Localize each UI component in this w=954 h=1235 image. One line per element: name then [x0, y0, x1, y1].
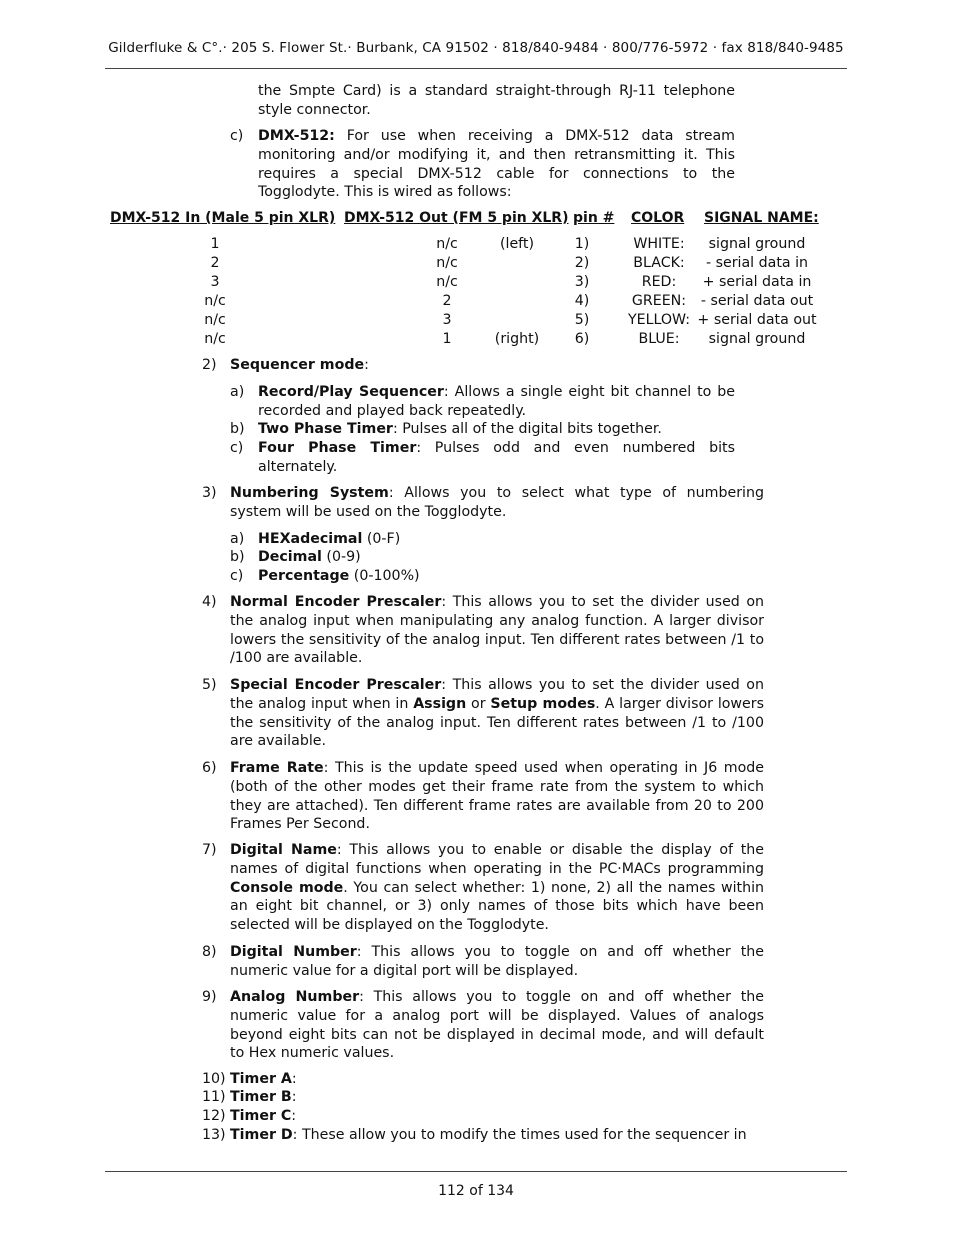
item-2-text [230, 356, 764, 375]
item-11-title: Timer B [230, 1089, 292, 1105]
item-5-title: Special Encoder Prescaler [230, 677, 442, 693]
table-header-signal: SIGNAL NAME: [704, 210, 819, 226]
table-header-in: DMX-512 In (Male 5 pin XLR) [110, 210, 336, 226]
item-8-number: 8) [202, 944, 217, 960]
table-header-color: COLOR [631, 210, 685, 226]
item-8-title: Digital Number [230, 944, 357, 960]
item-5-assign: Assign [413, 695, 467, 712]
intro-c-label: c) [230, 128, 244, 144]
item-2-suffix: : [364, 357, 369, 373]
item-11-number: 11) [202, 1089, 226, 1105]
item-9-title: Analog Number [230, 989, 360, 1005]
item-2c-body: : Pulses odd and even numbered bits alternately. [258, 440, 735, 475]
item-3-title: Numbering System [230, 485, 389, 501]
cell-side: (left) [499, 236, 535, 252]
item-2c-title: Four Phase Timer [258, 440, 417, 456]
item-13-number: 13) [202, 1127, 226, 1143]
item-7-title: Digital Name [230, 842, 337, 858]
item-13-text [230, 1126, 764, 1145]
item-6-number: 6) [202, 760, 217, 776]
cell-in: 2 [210, 255, 220, 271]
cell-out: n/c [436, 236, 458, 252]
item-4-number: 4) [202, 594, 217, 610]
cell-color: BLUE: [638, 331, 680, 347]
intro-c-text [258, 127, 735, 202]
item-7-body-2: . You can select whether: 1) none, 2) all the names within an eight bit channel, or 3) only names of those bits which have been selected will be displayed on the Togglodyte. [230, 879, 764, 934]
item-3a-title: HEXadecimal [258, 531, 363, 547]
item-9-body: : This allows you to toggle on and off whether the numeric value for a analog port will be displayed. Values of analogs beyond eight bits can not be displayed in decimal mode, and will default to Hex numeric values. [230, 989, 764, 1062]
item-8-text [230, 943, 764, 981]
item-6-text [230, 759, 764, 834]
page-number: 112 of 134 [438, 1183, 514, 1199]
item-6-title: Frame Rate [230, 760, 324, 776]
item-2-title: Sequencer mode [230, 357, 365, 373]
cell-in: 3 [210, 274, 220, 290]
item-2b-label: b) [230, 421, 245, 437]
item-10-text [230, 1070, 764, 1089]
cell-pin: 3) [574, 274, 590, 290]
item-10-title: Timer A [230, 1071, 292, 1087]
table-header-pin: pin # [573, 210, 615, 226]
item-3b-text [258, 548, 735, 567]
cell-pin: 1) [574, 236, 590, 252]
item-11-body: : [291, 1089, 297, 1105]
item-2b-title: Two Phase Timer [258, 421, 393, 437]
cell-side: (right) [494, 331, 540, 347]
item-2a-title: Record/Play Sequencer [258, 384, 444, 400]
cell-signal: signal ground [708, 331, 806, 347]
item-4-text [230, 593, 764, 668]
cell-signal: - serial data in [705, 255, 809, 271]
cell-out: n/c [436, 255, 458, 271]
cell-color: RED: [641, 274, 677, 290]
item-5-body-2: or [466, 695, 491, 712]
item-2a-text [258, 383, 735, 421]
cell-color: GREEN: [631, 293, 687, 309]
item-3b-body: (0-9) [321, 549, 361, 565]
item-3a-text [258, 530, 735, 549]
item-3b-title: Decimal [258, 549, 322, 565]
item-2b-body: : Pulses all of the digital bits together. [392, 421, 662, 437]
item-10-body: : [291, 1071, 297, 1087]
item-3a-body: (0-F) [362, 531, 401, 547]
intro-continuation: the Smpte Card) is a standard straight-through RJ-11 telephone style connector. [258, 83, 735, 118]
item-12-text [230, 1107, 764, 1126]
item-5-body-1: : This allows you to set the divider used on the analog input when in [230, 677, 764, 712]
item-2a-label: a) [230, 384, 245, 400]
cell-in: 1 [210, 236, 220, 252]
cell-out: n/c [436, 274, 458, 290]
item-12-number: 12) [202, 1108, 226, 1124]
cell-signal: signal ground [708, 236, 806, 252]
item-3b-label: b) [230, 549, 245, 565]
header-rule [105, 68, 847, 69]
cell-signal: + serial data in [702, 274, 812, 290]
item-8-body: : This allows you to toggle on and off whether the numeric value for a digital port will be displayed. [230, 944, 764, 979]
item-12-body: : [291, 1108, 297, 1124]
item-3a-label: a) [230, 531, 245, 547]
item-3-text [230, 484, 764, 522]
cell-in: n/c [204, 293, 226, 309]
item-5-text [230, 676, 764, 751]
cell-signal: + serial data out [697, 312, 817, 328]
cell-out: 1 [442, 331, 452, 347]
item-2c-label: c) [230, 440, 244, 456]
cell-pin: 2) [574, 255, 590, 271]
item-11-text [230, 1088, 764, 1107]
item-7-console-mode: Console mode [230, 879, 344, 896]
item-7-text [230, 841, 764, 935]
cell-signal: - serial data out [700, 293, 814, 309]
item-4-title: Normal Encoder Prescaler [230, 594, 442, 610]
item-3-body: : Allows you to select what type of numbering system will be used on the Togglodyte. [230, 485, 764, 520]
intro-c-title: DMX-512: [258, 128, 335, 144]
cell-color: YELLOW: [627, 312, 691, 328]
cell-out: 3 [442, 312, 452, 328]
item-3c-title: Percentage [258, 568, 350, 584]
table-header-out: DMX-512 Out (FM 5 pin XLR) [344, 210, 569, 226]
page-header: Gilderfluke & C°.· 205 S. Flower St.· Burbank, CA 91502 · 818/840-9484 · 800/776-5972 · fax 818/840-9485 [108, 40, 844, 56]
item-2-number: 2) [202, 357, 217, 373]
cell-color: BLACK: [633, 255, 685, 271]
item-3c-label: c) [230, 568, 244, 584]
item-3-number: 3) [202, 485, 217, 501]
item-7-number: 7) [202, 842, 217, 858]
item-9-number: 9) [202, 989, 217, 1005]
item-3c-body: (0-100%) [349, 568, 420, 584]
item-10-number: 10) [202, 1071, 226, 1087]
item-2a-body: : Allows a single eight bit channel to be recorded and played back repeatedly. [258, 384, 735, 419]
item-9-text [230, 988, 764, 1063]
item-3c-text [258, 567, 735, 586]
cell-in: n/c [204, 331, 226, 347]
item-4-body: : This allows you to set the divider used on the analog input when manipulating any analog function. A larger divisor lowers the sensitivity of the analog input. Ten different rates between /1 to /100 are available. [230, 594, 764, 667]
item-2c-text [258, 439, 735, 477]
cell-pin: 5) [574, 312, 590, 328]
item-7-body-1: : This allows you to enable or disable the display of the names of digital functions when operating in the PC·MACs programming [230, 842, 764, 877]
item-5-number: 5) [202, 677, 217, 693]
item-5-body-3: . A larger divisor lowers the sensitivity of the analog input. Ten different rates between /1 to /100 are available. [230, 695, 764, 750]
cell-in: n/c [204, 312, 226, 328]
cell-color: WHITE: [633, 236, 685, 252]
cell-out: 2 [442, 293, 452, 309]
item-12-title: Timer C [230, 1108, 292, 1124]
intro-c-body: For use when receiving a DMX-512 data stream monitoring and/or modifying it, and then retransmitting it. This requires a special DMX-512 cable for connections to the Togglodyte. This is wired as follows: [258, 128, 735, 201]
footer-rule [105, 1171, 847, 1172]
item-13-title: Timer D [230, 1127, 293, 1143]
item-5-setup-modes: Setup modes [490, 695, 596, 712]
item-6-body: : This is the update speed used when operating in J6 mode (both of the other modes get their frame rate from the system to which they are attached). Ten different frame rates are available from 20 to 200 Frames Per Second. [230, 760, 764, 833]
cell-pin: 6) [574, 331, 590, 347]
item-13-body: : These allow you to modify the times used for the sequencer in [292, 1127, 747, 1143]
cell-pin: 4) [574, 293, 590, 309]
item-2b-text [258, 420, 735, 439]
